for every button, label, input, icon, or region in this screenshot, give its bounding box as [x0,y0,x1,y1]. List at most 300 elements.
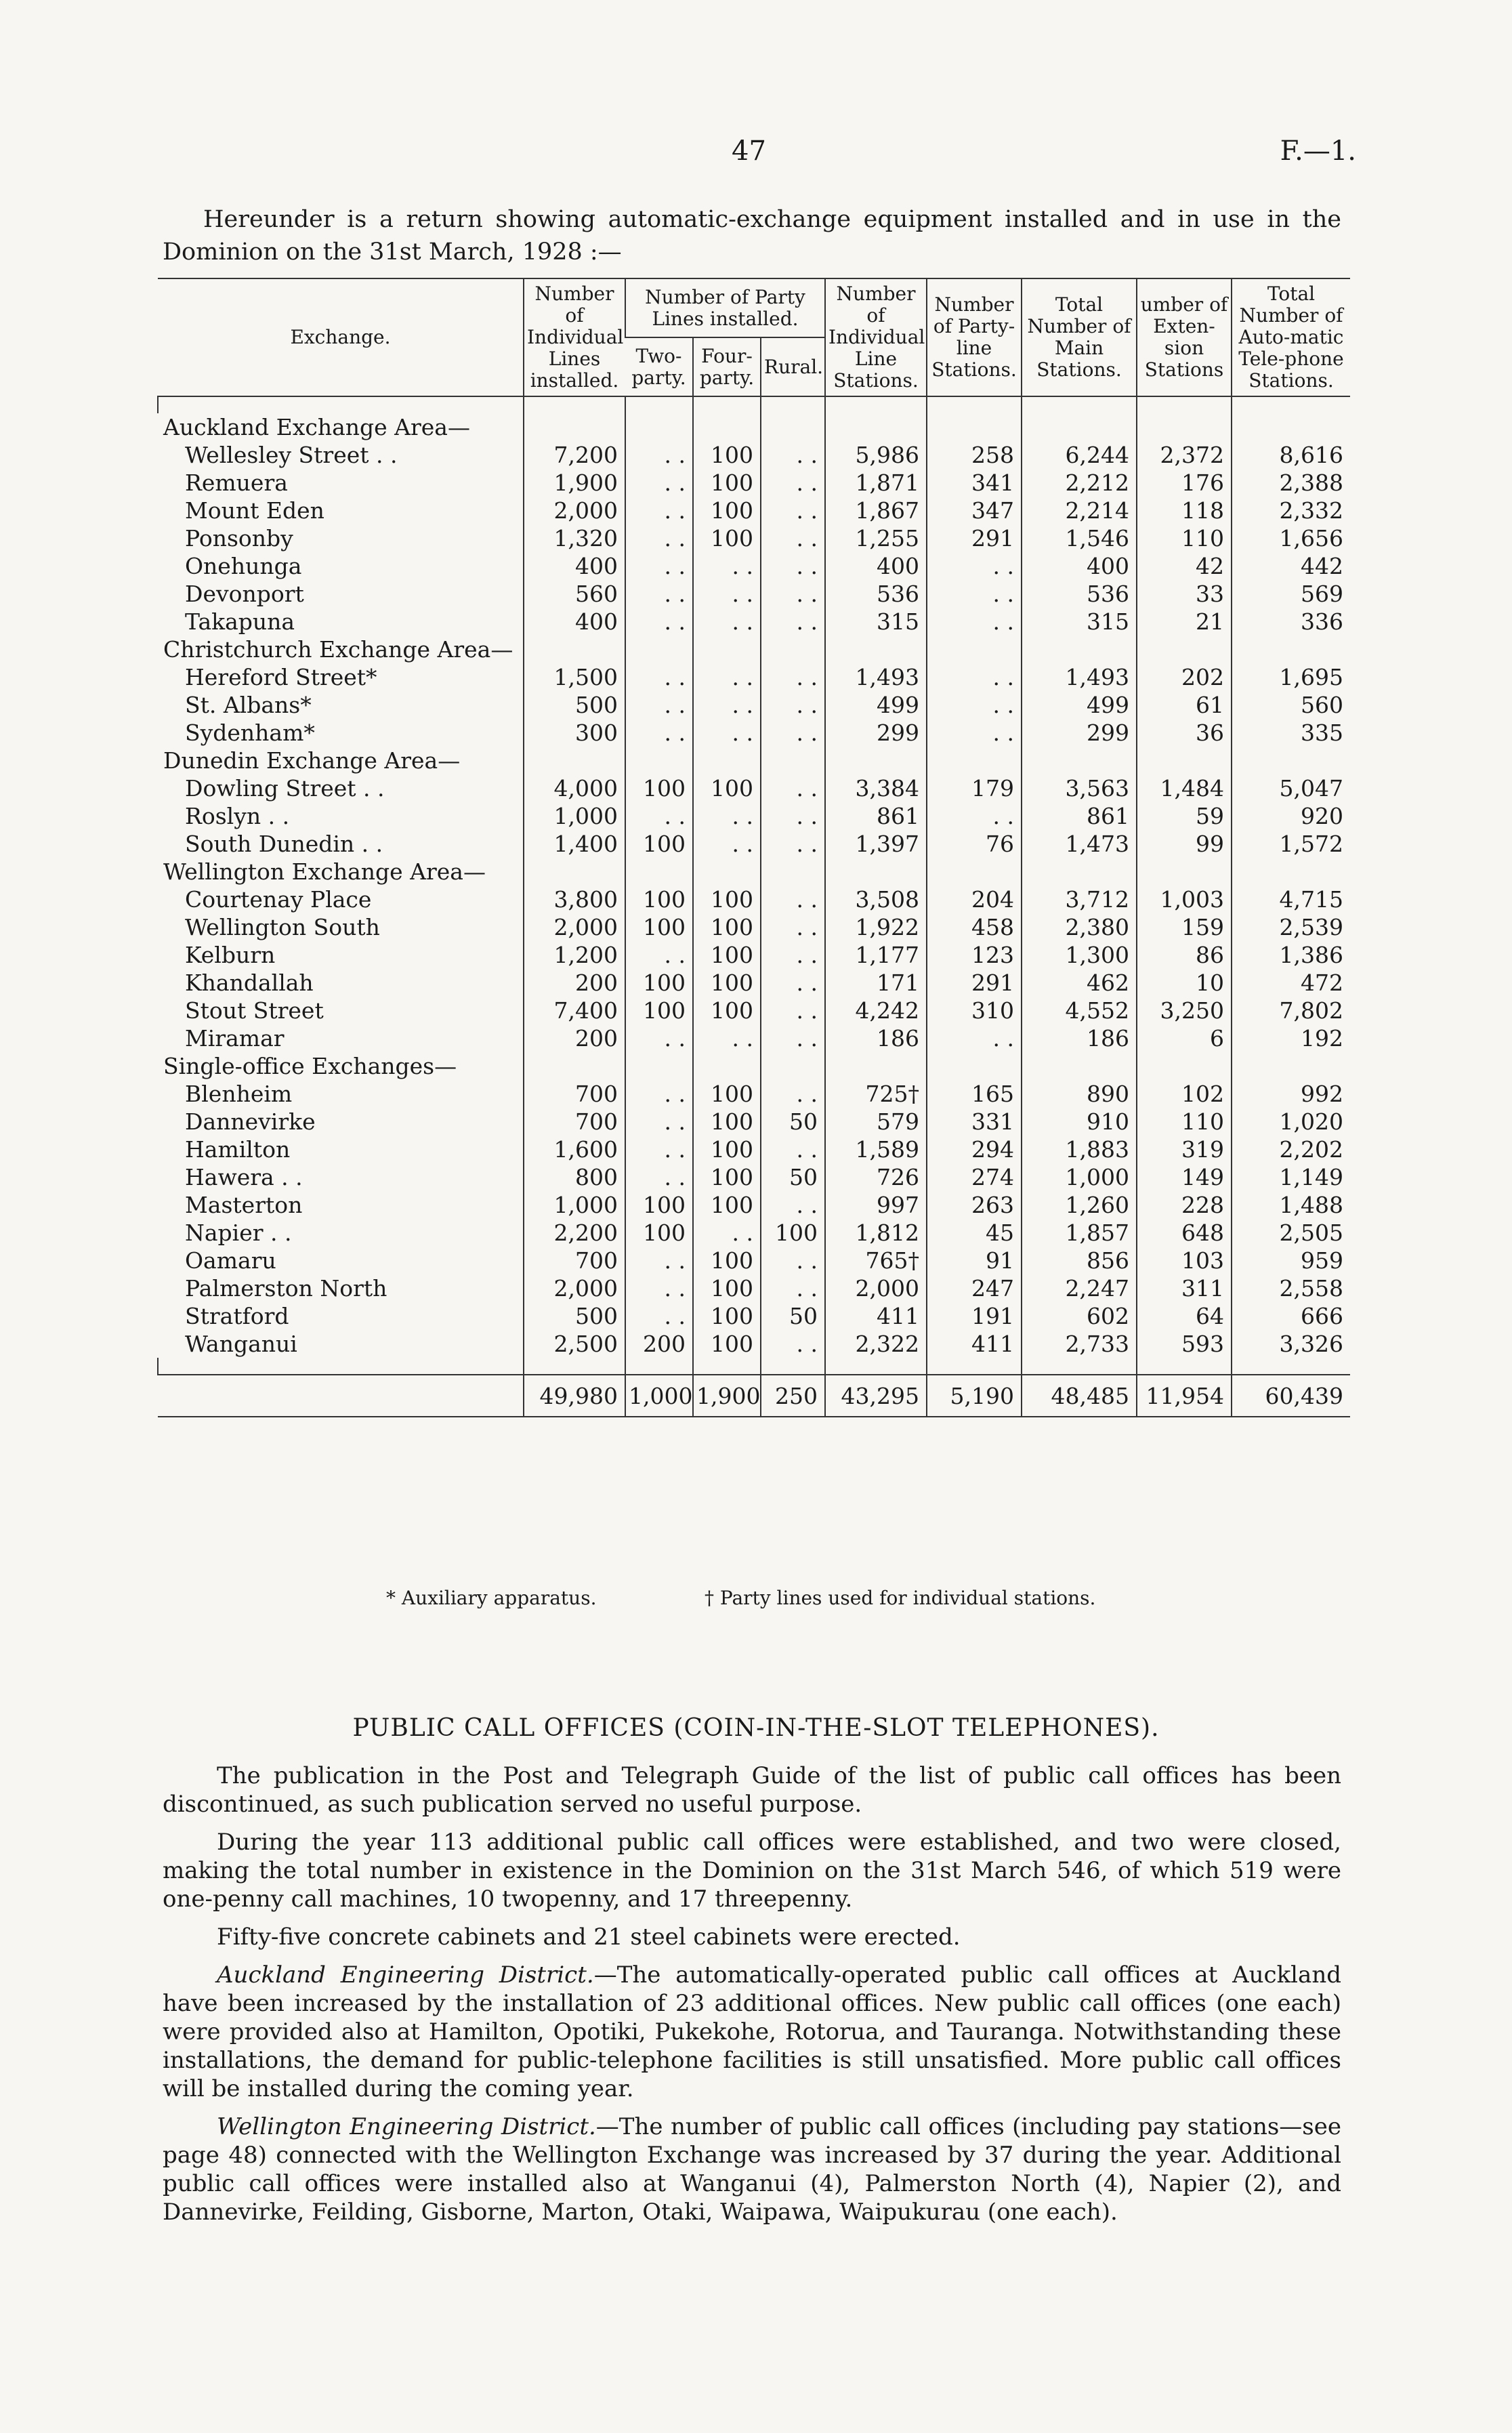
cell-main-st: 1,300 [1022,941,1137,969]
table-row [158,497,1350,524]
cell-lines: 1,900 [524,469,625,497]
cell-main-st: 2,247 [1022,1274,1137,1302]
cell-main-st: 1,546 [1022,524,1137,552]
cell-main-st: 602 [1022,1302,1137,1330]
cell-ind-st: 411 [825,1302,927,1330]
cell-lines: 500 [524,691,625,719]
cell-ext-st: 102 [1137,1080,1232,1108]
table-row [158,941,1350,969]
group-row [158,1052,1350,1080]
document-reference: F.—1. [1280,136,1356,167]
cell-two: . . [625,802,693,830]
cell-total-st: 2,505 [1232,1219,1350,1247]
cell-two: . . [625,1108,693,1136]
table-row [158,580,1350,608]
cell-total-st: 1,149 [1232,1163,1350,1191]
cell-total-st: 992 [1232,1080,1350,1108]
cell-ind-st: 579 [825,1108,927,1136]
total-four: 1,900 [693,1375,761,1417]
cell-two: 100 [625,1219,693,1247]
cell-lines: 200 [524,969,625,997]
blank-cell [693,747,761,774]
cell-total-st: 5,047 [1232,774,1350,802]
header-individual-stations: Number of Individual Line Stations. [825,278,927,396]
blank-cell [625,858,693,886]
cell-four: . . [693,691,761,719]
header-main-stations: Total Number of Main Stations. [1022,278,1137,396]
cell-ind-st: 1,922 [825,913,927,941]
group-label: Wellington Exchange Area— [163,858,486,885]
cell-ext-st: 593 [1137,1330,1232,1358]
cell-ext-st: 42 [1137,552,1232,580]
blank-cell [1232,858,1350,886]
cell-total-st: 8,616 [1232,441,1350,469]
cell-total-st: 2,332 [1232,497,1350,524]
cell-lines: 1,000 [524,1191,625,1219]
table-row [158,1024,1350,1052]
cell-lines: 2,000 [524,497,625,524]
cell-ind-st: 299 [825,719,927,747]
cell-four: . . [693,802,761,830]
cell-ext-st: 61 [1137,691,1232,719]
cell-four: . . [693,580,761,608]
cell-ind-st: 1,397 [825,830,927,858]
table-row [158,1163,1350,1191]
exchange-name: Palmerston North [185,1275,387,1302]
cell-four: . . [693,608,761,636]
cell-ext-st: 59 [1137,802,1232,830]
cell-total-st: 472 [1232,969,1350,997]
footnote-asterisk: * Auxiliary apparatus. [386,1587,597,1609]
header-rural: Rural. [761,337,825,396]
blank-cell [825,1052,927,1080]
cell-four: 100 [693,941,761,969]
cell-two: . . [625,1024,693,1052]
cell-total-st: 2,558 [1232,1274,1350,1302]
cell-two: . . [625,1080,693,1108]
cell-party-st: . . [927,691,1022,719]
cell-ext-st: 36 [1137,719,1232,747]
cell-ext-st: 103 [1137,1247,1232,1274]
blank-cell [1022,413,1137,441]
cell-rural: . . [761,774,825,802]
cell-ind-st: 315 [825,608,927,636]
cell-four: 100 [693,1302,761,1330]
cell-ind-st: 1,493 [825,663,927,691]
cell-two: . . [625,719,693,747]
cell-rural: . . [761,691,825,719]
cell-main-st: 3,712 [1022,886,1137,913]
cell-rural: . . [761,1080,825,1108]
blank-cell [524,413,625,441]
table-row [158,552,1350,580]
exchange-name: Wellington South [185,914,380,940]
totals-label-cell [158,1375,524,1417]
exchange-name: Miramar [185,1025,285,1052]
cell-four: 100 [693,441,761,469]
exchange-name: Oamaru [185,1247,276,1274]
cell-two: 100 [625,774,693,802]
cell-four: . . [693,552,761,580]
cell-lines: 1,500 [524,663,625,691]
table-row [158,608,1350,636]
spacer-cell [1137,1358,1232,1375]
cell-total-st: 959 [1232,1247,1350,1274]
table-row [158,830,1350,858]
paragraph-wellington [163,2113,1341,2226]
cell-party-st: 411 [927,1330,1022,1358]
cell-lines: 800 [524,1163,625,1191]
cell-total-st: 1,386 [1232,941,1350,969]
cell-four: . . [693,1219,761,1247]
blank-cell [1022,636,1137,663]
group-row [158,858,1350,886]
cell-rural: . . [761,1274,825,1302]
exchange-name: Hereford Street* [185,664,377,690]
cell-ext-st: 10 [1137,969,1232,997]
spacer-cell [1137,396,1232,413]
cell-ext-st: 159 [1137,913,1232,941]
spacer-cell [927,1358,1022,1375]
table-row [158,691,1350,719]
spacer-cell [158,396,524,413]
page-number: 47 [732,136,766,167]
blank-cell [1232,636,1350,663]
footnote-dagger: † Party lines used for individual stations. [705,1587,1096,1609]
blank-cell [625,747,693,774]
blank-cell [761,413,825,441]
blank-cell [825,413,927,441]
cell-four: 100 [693,1080,761,1108]
cell-lines: 2,000 [524,1274,625,1302]
cell-ind-st: 400 [825,552,927,580]
cell-main-st: 462 [1022,969,1137,997]
cell-rural: . . [761,1191,825,1219]
cell-rural: . . [761,830,825,858]
table-row [158,886,1350,913]
cell-main-st: 861 [1022,802,1137,830]
paragraph-year-summary: During the year 113 additional public call offices were established, and two were closed, making the total number in existence in the Dominion on the 31st March 546, of which 519 were one-penny call machines, 10 twopenny, and 17 threepenny. [163,1829,1341,1913]
cell-main-st: 1,883 [1022,1136,1137,1163]
exchange-name: Remuera [185,470,288,496]
table-row [158,441,1350,469]
cell-lines: 7,200 [524,441,625,469]
cell-four: 100 [693,497,761,524]
cell-ext-st: 110 [1137,524,1232,552]
cell-ext-st: 202 [1137,663,1232,691]
cell-lines: 200 [524,1024,625,1052]
exchange-name: Hawera . . [185,1164,303,1190]
exchange-name: Roslyn . . [185,803,290,829]
cell-rural: . . [761,969,825,997]
exchange-name: Takapuna [185,608,295,635]
cell-total-st: 1,656 [1232,524,1350,552]
cell-lines: 560 [524,580,625,608]
cell-ind-st: 1,867 [825,497,927,524]
cell-ext-st: 311 [1137,1274,1232,1302]
blank-cell [625,413,693,441]
exchange-name: St. Albans* [185,692,312,718]
table-row [158,802,1350,830]
cell-party-st: 247 [927,1274,1022,1302]
cell-party-st: . . [927,719,1022,747]
cell-party-st: 274 [927,1163,1022,1191]
cell-two: . . [625,580,693,608]
cell-main-st: 536 [1022,580,1137,608]
cell-total-st: 442 [1232,552,1350,580]
spacer-row [158,1358,1350,1375]
total-rural: 250 [761,1375,825,1417]
cell-lines: 700 [524,1080,625,1108]
total-two: 1,000 [625,1375,693,1417]
table-body [158,396,1350,1417]
blank-cell [1137,413,1232,441]
table-row [158,719,1350,747]
cell-total-st: 1,020 [1232,1108,1350,1136]
blank-cell [1137,747,1232,774]
table-row [158,997,1350,1024]
cell-ext-st: 648 [1137,1219,1232,1247]
header-individual-lines: Number of Individual Lines installed. [524,278,625,396]
exchange-name: Onehunga [185,553,302,579]
group-row [158,413,1350,441]
cell-rural: . . [761,1247,825,1274]
cell-two: . . [625,941,693,969]
cell-two: . . [625,552,693,580]
cell-rural: . . [761,1136,825,1163]
cell-ext-st: 64 [1137,1302,1232,1330]
spacer-cell [825,396,927,413]
cell-two: 100 [625,1191,693,1219]
cell-ind-st: 1,177 [825,941,927,969]
blank-cell [524,858,625,886]
header-exchange: Exchange. [158,278,524,396]
cell-total-st: 2,388 [1232,469,1350,497]
cell-two: . . [625,691,693,719]
spacer-cell [1232,1358,1350,1375]
cell-two: 100 [625,913,693,941]
cell-lines: 2,000 [524,913,625,941]
table-row [158,663,1350,691]
cell-four: . . [693,663,761,691]
cell-lines: 400 [524,608,625,636]
cell-ind-st: 2,000 [825,1274,927,1302]
exchange-name: Khandallah [185,970,314,996]
cell-ext-st: 319 [1137,1136,1232,1163]
cell-rural: . . [761,913,825,941]
cell-total-st: 1,695 [1232,663,1350,691]
cell-four: . . [693,1024,761,1052]
group-label: Dunedin Exchange Area— [163,747,461,774]
cell-rural: . . [761,886,825,913]
cell-four: . . [693,830,761,858]
cell-ind-st: 3,508 [825,886,927,913]
spacer-cell [693,396,761,413]
cell-main-st: 2,733 [1022,1330,1137,1358]
cell-lines: 1,400 [524,830,625,858]
cell-total-st: 7,802 [1232,997,1350,1024]
wellington-body: —The number of public call offices (including pay stations—see page 48) connected with the Wellington Exchange was increased by 37 during the year. Additional public call offices were installed also at Wanganui (4), Palmerston North (4), Napier (2), and Dannevirke, Feilding, Gisborne, Marton, Otaki, Waipawa, Waipukurau (one each). [163,2113,1341,2226]
cell-total-st: 560 [1232,691,1350,719]
cell-total-st: 2,202 [1232,1136,1350,1163]
cell-main-st: 910 [1022,1108,1137,1136]
cell-two: 100 [625,886,693,913]
blank-cell [625,636,693,663]
cell-four: . . [693,719,761,747]
cell-party-st: . . [927,580,1022,608]
table-row [158,913,1350,941]
cell-rural: . . [761,941,825,969]
table-row [158,969,1350,997]
cell-main-st: 890 [1022,1080,1137,1108]
cell-two: . . [625,441,693,469]
blank-cell [693,858,761,886]
cell-ext-st: 110 [1137,1108,1232,1136]
cell-ind-st: 726 [825,1163,927,1191]
section-body [163,1762,1341,2236]
cell-lines: 2,200 [524,1219,625,1247]
cell-ind-st: 5,986 [825,441,927,469]
cell-rural: . . [761,469,825,497]
cell-four: 100 [693,1330,761,1358]
blank-cell [1232,747,1350,774]
blank-cell [693,636,761,663]
cell-party-st: 45 [927,1219,1022,1247]
cell-rural: 100 [761,1219,825,1247]
cell-rural: . . [761,997,825,1024]
cell-ind-st: 536 [825,580,927,608]
cell-ext-st: 86 [1137,941,1232,969]
blank-cell [524,747,625,774]
cell-main-st: 315 [1022,608,1137,636]
cell-party-st: 123 [927,941,1022,969]
cell-two: . . [625,1136,693,1163]
spacer-cell [927,396,1022,413]
spacer-cell [761,1358,825,1375]
cell-lines: 4,000 [524,774,625,802]
cell-ind-st: 2,322 [825,1330,927,1358]
spacer-cell [1022,396,1137,413]
cell-ext-st: 99 [1137,830,1232,858]
cell-party-st: 294 [927,1136,1022,1163]
cell-two: 200 [625,1330,693,1358]
cell-ind-st: 499 [825,691,927,719]
cell-two: . . [625,1247,693,1274]
exchange-name: Blenheim [185,1081,293,1107]
cell-two: . . [625,1163,693,1191]
cell-party-st: 291 [927,969,1022,997]
group-label: Single-office Exchanges— [163,1053,457,1079]
blank-cell [761,858,825,886]
cell-rural: . . [761,524,825,552]
cell-ind-st: 765† [825,1247,927,1274]
cell-two: 100 [625,969,693,997]
cell-ind-st: 1,589 [825,1136,927,1163]
cell-total-st: 2,539 [1232,913,1350,941]
cell-main-st: 1,260 [1022,1191,1137,1219]
cell-four: 100 [693,997,761,1024]
exchange-name: Wellesley Street . . [185,442,398,468]
cell-rural: . . [761,663,825,691]
spacer-cell [693,1358,761,1375]
cell-ind-st: 3,384 [825,774,927,802]
cell-total-st: 336 [1232,608,1350,636]
cell-total-st: 3,326 [1232,1330,1350,1358]
blank-cell [524,1052,625,1080]
cell-party-st: 291 [927,524,1022,552]
cell-two: . . [625,608,693,636]
blank-cell [761,1052,825,1080]
cell-party-st: 347 [927,497,1022,524]
cell-lines: 1,000 [524,802,625,830]
exchange-name: Stout Street [185,997,324,1024]
cell-party-st: . . [927,1024,1022,1052]
cell-ext-st: 2,372 [1137,441,1232,469]
exchange-equipment-table [157,278,1350,1417]
cell-four: 100 [693,774,761,802]
exchange-name: Hamilton [185,1136,291,1163]
exchange-name: Sydenham* [185,720,315,746]
cell-party-st: 191 [927,1302,1022,1330]
cell-four: 100 [693,886,761,913]
table-row [158,1247,1350,1274]
cell-party-st: 331 [927,1108,1022,1136]
blank-cell [825,858,927,886]
section-title: PUBLIC CALL OFFICES (COIN-IN-THE-SLOT TELEPHONES). [352,1714,1160,1742]
header-extension-stations: umber of Exten-sion Stations [1137,278,1232,396]
cell-two: . . [625,497,693,524]
cell-ind-st: 1,871 [825,469,927,497]
cell-party-st: . . [927,552,1022,580]
table-row [158,1330,1350,1358]
cell-main-st: 186 [1022,1024,1137,1052]
paragraph-publication: The publication in the Post and Telegraph Guide of the list of public call offices has been discontinued, as such publication served no useful purpose. [163,1762,1341,1818]
cell-rural: . . [761,497,825,524]
cell-main-st: 2,212 [1022,469,1137,497]
table-row [158,774,1350,802]
cell-ext-st: 228 [1137,1191,1232,1219]
cell-main-st: 1,000 [1022,1163,1137,1191]
cell-total-st: 4,715 [1232,886,1350,913]
cell-two: 100 [625,997,693,1024]
cell-main-st: 1,473 [1022,830,1137,858]
cell-rural: . . [761,608,825,636]
cell-main-st: 299 [1022,719,1137,747]
cell-lines: 700 [524,1247,625,1274]
cell-ext-st: 149 [1137,1163,1232,1191]
cell-main-st: 4,552 [1022,997,1137,1024]
cell-ind-st: 4,242 [825,997,927,1024]
blank-cell [1232,413,1350,441]
cell-main-st: 499 [1022,691,1137,719]
cell-four: 100 [693,1274,761,1302]
cell-ext-st: 176 [1137,469,1232,497]
cell-ind-st: 1,255 [825,524,927,552]
cell-lines: 2,500 [524,1330,625,1358]
blank-cell [1137,636,1232,663]
table-row [158,1302,1350,1330]
spacer-cell [158,1358,524,1375]
header-two-party: Two-party. [625,337,693,396]
cell-total-st: 1,488 [1232,1191,1350,1219]
cell-rural: . . [761,580,825,608]
cell-ext-st: 21 [1137,608,1232,636]
cell-four: 100 [693,1108,761,1136]
exchange-name: Devonport [185,581,304,607]
cell-party-st: 263 [927,1191,1022,1219]
cell-party-st: . . [927,802,1022,830]
cell-rural: . . [761,719,825,747]
